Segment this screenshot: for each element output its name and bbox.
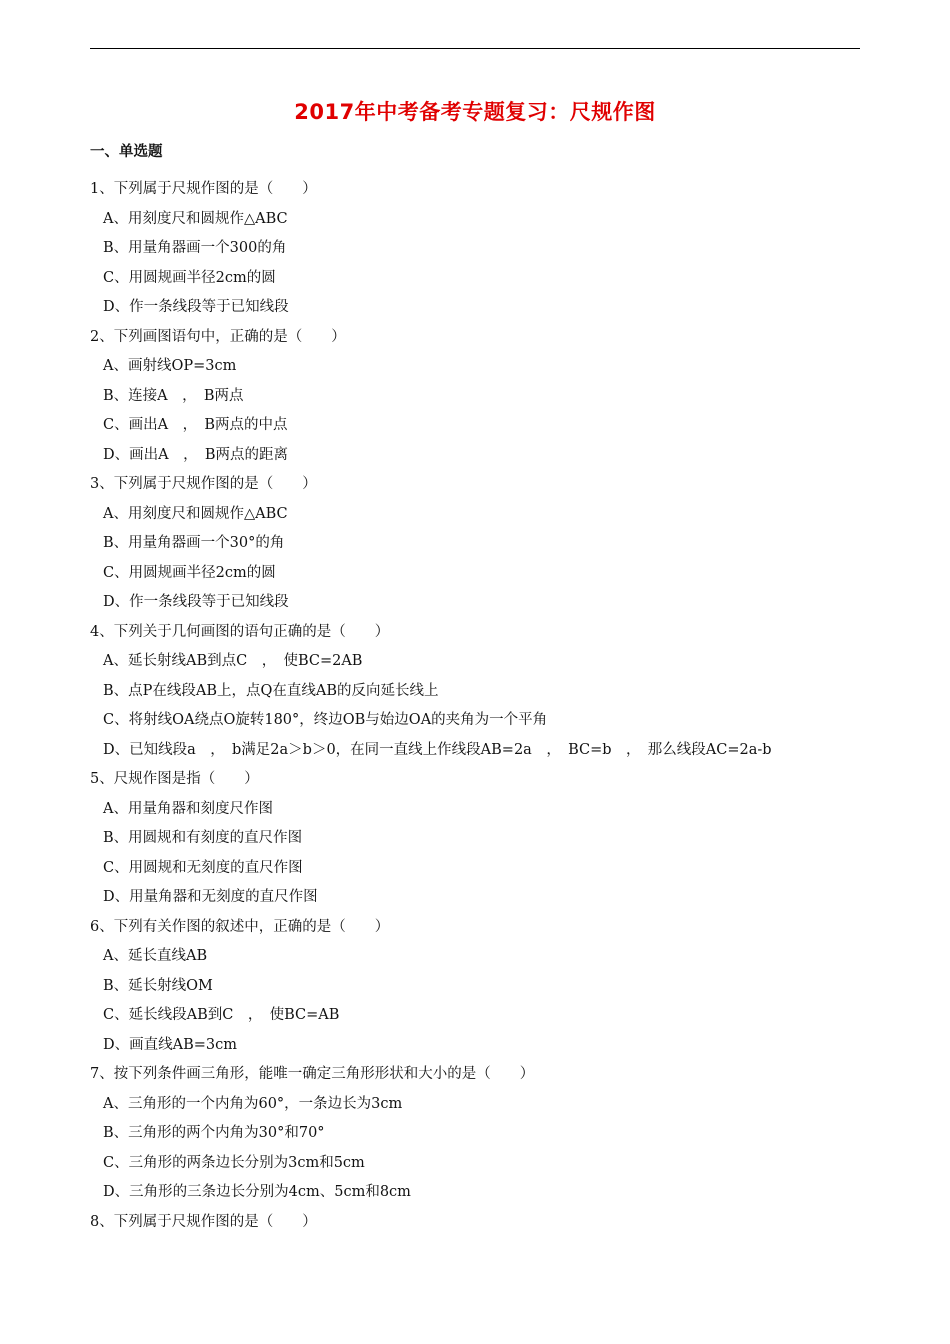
answer-option: A、延长射线AB到点C ， 使BC=2AB — [103, 653, 363, 669]
answer-option: C、延长线段AB到C ， 使BC=AB — [103, 1007, 340, 1023]
answer-option: D、用量角器和无刻度的直尺作图 — [103, 889, 318, 905]
question-stem: 1、下列属于尺规作图的是（ ） — [90, 181, 317, 197]
answer-option: D、画出A ， B两点的距离 — [103, 446, 289, 463]
question-stem: 5、尺规作图是指（ ） — [90, 771, 259, 787]
answer-option: A、用刻度尺和圆规作△ABC — [103, 505, 288, 522]
section-heading: 一、单选题 — [90, 144, 163, 160]
answer-option: B、点P在线段AB上，点Q在直线AB的反向延长线上 — [103, 682, 439, 699]
answer-option: D、三角形的三条边长分别为4cm、5cm和8cm — [103, 1184, 411, 1200]
answer-option: D、作一条线段等于已知线段 — [103, 299, 289, 315]
question-stem: 4、下列关于几何画图的语句正确的是（ ） — [90, 623, 390, 640]
answer-option: C、用圆规画半径2cm的圆 — [103, 269, 276, 286]
answer-option: A、三角形的一个内角为60°，一条边长为3cm — [103, 1095, 403, 1112]
question-stem: 7、按下列条件画三角形，能唯一确定三角形形状和大小的是（ ） — [90, 1066, 535, 1082]
answer-option: C、用圆规画半径2cm的圆 — [103, 564, 276, 581]
question-stem: 8、下列属于尺规作图的是（ ） — [90, 1213, 317, 1230]
question-stem: 3、下列属于尺规作图的是（ ） — [90, 476, 317, 492]
answer-option: D、作一条线段等于已知线段 — [103, 594, 289, 610]
answer-option: C、用圆规和无刻度的直尺作图 — [103, 859, 303, 876]
answer-option: C、三角形的两条边长分别为3cm和5cm — [103, 1154, 365, 1171]
answer-option: A、画射线OP=3cm — [103, 358, 237, 374]
question-list — [90, 175, 870, 1237]
question-stem: 6、下列有关作图的叙述中，正确的是（ ） — [90, 918, 390, 935]
answer-option: B、用圆规和有刻度的直尺作图 — [103, 830, 303, 846]
header-rule — [90, 48, 860, 49]
answer-option: C、画出A ， B两点的中点 — [103, 417, 288, 433]
answer-option: D、已知线段a ， b满足2a＞b＞0，在同一直线上作线段AB=2a ， BC=b ， 那么线段AC=2a-b — [103, 741, 772, 758]
answer-option: D、画直线AB=3cm — [103, 1036, 237, 1053]
answer-option: C、将射线OA绕点O旋转180°，终边OB与始边OA的夹角为一个平角 — [103, 712, 548, 728]
document-title: 2017年中考备考专题复习：尺规作图 — [294, 100, 656, 124]
answer-option: B、用量角器画一个30°的角 — [103, 535, 285, 551]
question-stem: 2、下列画图语句中，正确的是（ ） — [90, 328, 346, 345]
answer-option: B、连接A ， B两点 — [103, 387, 244, 404]
answer-option: A、用刻度尺和圆规作△ABC — [103, 210, 288, 227]
answer-option: A、延长直线AB — [103, 948, 208, 964]
answer-option: B、三角形的两个内角为30°和70° — [103, 1125, 325, 1141]
answer-option: B、用量角器画一个300的角 — [103, 240, 287, 256]
answer-option: B、延长射线OM — [103, 977, 213, 994]
answer-option: A、用量角器和刻度尺作图 — [103, 800, 273, 817]
